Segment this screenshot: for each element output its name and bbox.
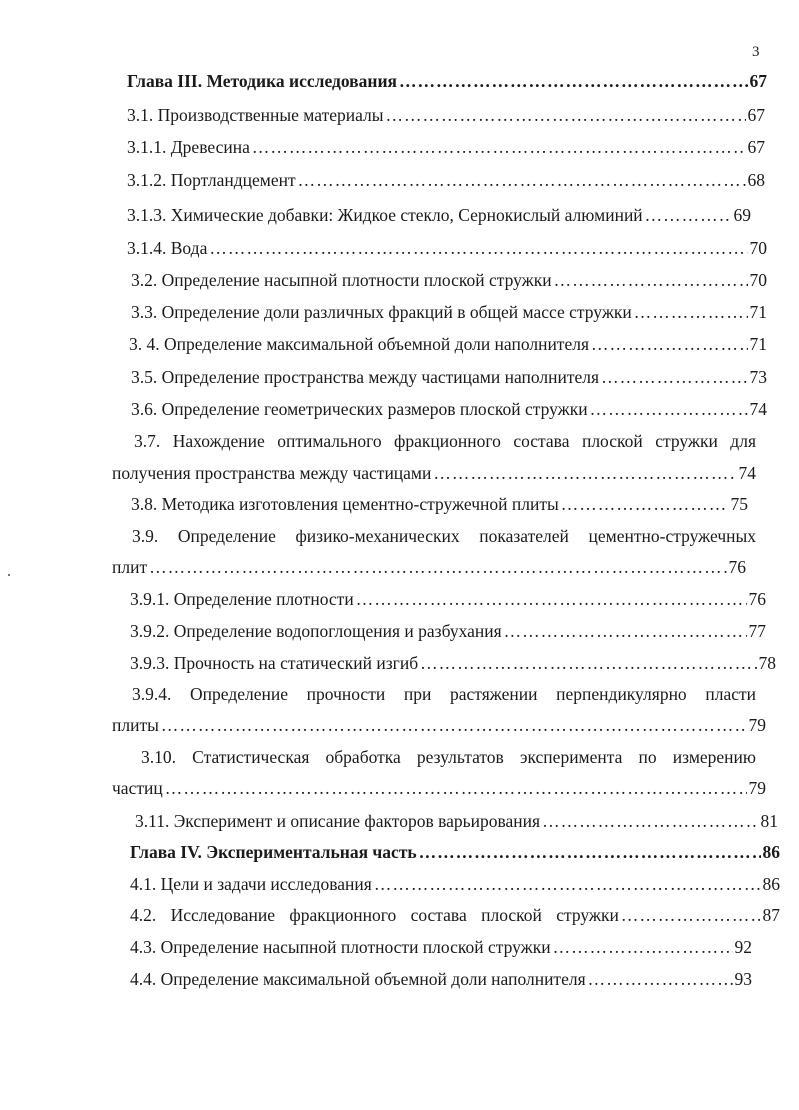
leader-dots (374, 873, 761, 895)
toc-entry-3-11 (135, 810, 778, 832)
toc-entry-label: 3.9.3. Прочность на статический изгиб (130, 653, 419, 673)
leader-dots (420, 652, 756, 674)
toc-entry-label: 3.10. Статистическая обработка результатов эксперимента по измерению (141, 747, 756, 767)
margin-mark (8, 574, 10, 576)
leader-dots (165, 777, 747, 799)
page-number: 3 (752, 44, 760, 60)
toc-entry-page: 76 (748, 589, 766, 609)
toc-entry-chapter-4 (130, 841, 780, 863)
toc-entry-label: получения пространства между частицами (112, 463, 432, 483)
toc-entry-page: 78 (758, 653, 776, 673)
leader-dots (504, 620, 747, 642)
toc-entry-label: 3.5. Определение пространства между частицами наполнителя (131, 367, 600, 387)
leader-dots (149, 556, 726, 578)
toc-entry-label: плиты (112, 715, 159, 735)
toc-entry-page: 70 (749, 238, 767, 258)
toc-entry-3-9-3 (130, 652, 776, 674)
toc-entry-label: частиц (112, 778, 163, 798)
toc-entry-3-8 (131, 493, 748, 515)
toc-entry-page: 67 (749, 71, 767, 91)
toc-entry-3-9-4-line2 (112, 714, 766, 736)
toc-entry-label: 4.4. Определение максимальной объемной доли наполнителя (130, 969, 586, 989)
toc-entry-3-9-line1 (132, 525, 756, 547)
toc-entry-4-3 (130, 936, 752, 958)
toc-entry-page: 92 (734, 937, 752, 957)
toc-entry-3-2 (131, 269, 767, 291)
leader-dots (561, 493, 729, 515)
leader-dots (356, 588, 747, 610)
toc-entry-3-10-line1 (141, 746, 756, 768)
toc-entry-label: 3.1.4. Вода (127, 238, 208, 258)
toc-entry-label: 3.1.1. Древесина (127, 137, 250, 157)
toc-entry-page: 75 (730, 494, 748, 514)
leader-dots (621, 904, 761, 926)
leader-dots (634, 301, 748, 323)
leader-dots (553, 936, 733, 958)
toc-entry-3-1 (127, 104, 765, 126)
toc-entry-label: 4.1. Цели и задачи исследования (130, 874, 372, 894)
toc-entry-page: 81 (760, 811, 778, 831)
leader-dots (161, 714, 747, 736)
leader-dots (588, 968, 733, 990)
toc-entry-3-7-line1 (134, 430, 756, 452)
leader-dots (386, 104, 746, 126)
toc-entry-label: Глава IV. Экспериментальная часть (130, 842, 417, 862)
toc-entry-4-2 (130, 904, 780, 926)
toc-entry-chapter-3 (127, 70, 767, 92)
toc-entry-3-1-1 (127, 136, 765, 158)
toc-entry-3-5 (131, 366, 767, 388)
toc-entry-3-10-line2 (112, 777, 766, 799)
toc-entry-label: 3.2. Определение насыпной плотности плоской стружки (131, 270, 552, 290)
leader-dots (298, 169, 746, 191)
leader-dots (601, 366, 747, 388)
toc-entry-3-4 (129, 333, 767, 355)
leader-dots (252, 136, 746, 158)
toc-entry-3-3 (131, 301, 767, 323)
leader-dots (590, 398, 748, 420)
leader-dots (591, 333, 747, 355)
toc-entry-3-9-4-line1 (132, 683, 756, 705)
toc-entry-label: 3.7. Нахождение оптимального фракционного состава плоской стружки для (134, 431, 756, 451)
toc-entry-page: 69 (733, 205, 751, 225)
toc-entry-3-1-4 (127, 237, 767, 259)
leader-dots (433, 462, 736, 484)
toc-entry-3-7-line2 (112, 462, 756, 484)
toc-entry-label: 3.1.2. Портландцемент (127, 170, 296, 190)
toc-entry-label: 4.2. Исследование фракционного состава плоской стружки (130, 905, 619, 925)
toc-entry-3-9-1 (130, 588, 766, 610)
toc-entry-3-9-2 (130, 620, 766, 642)
toc-entry-3-9-line2 (112, 556, 746, 578)
toc-entry-page: 86 (762, 874, 780, 894)
toc-entry-label: 3.11. Эксперимент и описание факторов варьирования (135, 811, 541, 831)
toc-entry-3-6 (131, 398, 767, 420)
leader-dots (209, 237, 747, 259)
toc-entry-label: 3.9.4. Определение прочности при растяжении перпендикулярно пласти (132, 684, 756, 704)
toc-entry-page: 73 (749, 367, 767, 387)
toc-entry-label: 3. 4. Определение максимальной объемной доли наполнителя (129, 334, 590, 354)
toc-entry-label: 3.9. Определение физико-механических показателей цементно-стружечных (132, 526, 756, 546)
toc-entry-page: 93 (734, 969, 752, 989)
toc-entry-page: 71 (749, 334, 767, 354)
leader-dots (645, 204, 732, 226)
toc-entry-page: 68 (747, 170, 765, 190)
toc-entry-label: 3.1. Производственные материалы (127, 105, 384, 125)
leader-dots (399, 70, 747, 92)
toc-entry-label: 4.3. Определение насыпной плотности плоской стружки (130, 937, 551, 957)
toc-entry-page: 77 (748, 621, 766, 641)
toc-entry-page: 74 (738, 463, 756, 483)
toc-entry-3-1-2 (127, 169, 765, 191)
toc-entry-page: 79 (748, 778, 766, 798)
leader-dots (554, 269, 748, 291)
leader-dots (419, 841, 761, 863)
toc-entry-label: Глава III. Методика исследования (127, 71, 398, 91)
toc-entry-page: 70 (749, 270, 767, 290)
toc-entry-4-1 (130, 873, 780, 895)
toc-entry-3-1-3 (127, 204, 751, 226)
toc-entry-label: 3.8. Методика изготовления цементно-стружечной плиты (131, 494, 559, 514)
toc-entry-page: 76 (728, 557, 746, 577)
toc-entry-label: 3.6. Определение геометрических размеров плоской стружки (131, 399, 588, 419)
toc-entry-page: 79 (748, 715, 766, 735)
leader-dots (542, 810, 758, 832)
toc-entry-label: плит (112, 557, 148, 577)
toc-entry-label: 3.9.2. Определение водопоглощения и разбухания (130, 621, 502, 641)
toc-entry-page: 67 (747, 105, 765, 125)
toc-entry-page: 86 (762, 842, 780, 862)
toc-entry-page: 71 (749, 302, 767, 322)
toc-entry-4-4 (130, 968, 752, 990)
toc-entry-page: 67 (747, 137, 765, 157)
toc-entry-label: 3.9.1. Определение плотности (130, 589, 354, 609)
toc-entry-label: 3.3. Определение доли различных фракций в общей массе стружки (131, 302, 632, 322)
toc-entry-label: 3.1.3. Химические добавки: Жидкое стекло, Сернокислый алюминий (127, 205, 643, 225)
toc-entry-page: 74 (749, 399, 767, 419)
toc-entry-page: 87 (762, 905, 780, 925)
